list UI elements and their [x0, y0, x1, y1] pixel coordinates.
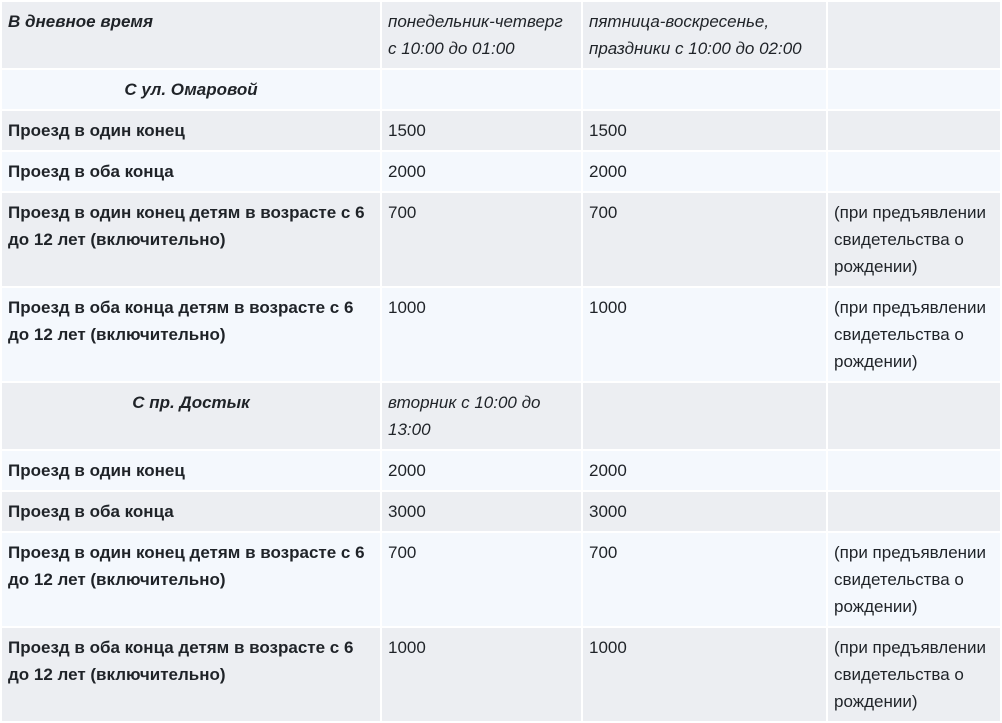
row-weekday-price: 2000 — [381, 450, 582, 491]
row-weekend-price: 1000 — [582, 627, 827, 722]
table-cell — [827, 382, 1001, 450]
row-label: Проезд в оба конца детям в возрасте с 6 до 12 лет (включительно) — [1, 287, 381, 382]
row-weekend-price: 2000 — [582, 151, 827, 192]
table-row — [1, 450, 1001, 491]
row-note: (при предъявлении свидетельства о рождении) — [827, 192, 1001, 287]
row-note: (при предъявлении свидетельства о рождении) — [827, 627, 1001, 722]
row-note — [827, 450, 1001, 491]
section-header-row — [1, 69, 1001, 110]
row-weekend-price: 2000 — [582, 450, 827, 491]
table-header-row — [1, 1, 1001, 69]
table-row — [1, 110, 1001, 151]
row-weekday-price: 1000 — [381, 627, 582, 722]
row-note: (при предъявлении свидетельства о рождении) — [827, 532, 1001, 627]
row-weekend-price: 1500 — [582, 110, 827, 151]
row-weekday-price: 2000 — [381, 151, 582, 192]
table-row — [1, 192, 1001, 287]
row-note — [827, 110, 1001, 151]
table-row — [1, 287, 1001, 382]
header-note — [827, 1, 1001, 69]
row-weekday-price: 3000 — [381, 491, 582, 532]
section-header-row — [1, 382, 1001, 450]
table-row — [1, 532, 1001, 627]
header-label: В дневное время — [1, 1, 381, 69]
row-weekday-price: 700 — [381, 532, 582, 627]
table-row — [1, 491, 1001, 532]
row-label: Проезд в один конец — [1, 110, 381, 151]
row-label: Проезд в один конец — [1, 450, 381, 491]
row-weekend-price: 700 — [582, 192, 827, 287]
row-weekday-price: 700 — [381, 192, 582, 287]
row-weekend-price: 3000 — [582, 491, 827, 532]
row-weekday-price: 1500 — [381, 110, 582, 151]
row-note — [827, 151, 1001, 192]
row-label: Проезд в оба конца — [1, 491, 381, 532]
section-title: С ул. Омаровой — [1, 69, 381, 110]
row-weekday-price: 1000 — [381, 287, 582, 382]
row-label: Проезд в один конец детям в возрасте с 6 до 12 лет (включительно) — [1, 192, 381, 287]
table-cell — [827, 69, 1001, 110]
section-schedule-note: вторник с 10:00 до 13:00 — [381, 382, 582, 450]
header-weekday: понедельник-четверг с 10:00 до 01:00 — [381, 1, 582, 69]
row-note — [827, 491, 1001, 532]
table-cell — [582, 382, 827, 450]
table-row — [1, 627, 1001, 722]
table-row — [1, 151, 1001, 192]
row-label: Проезд в оба конца — [1, 151, 381, 192]
section-schedule-note — [381, 69, 582, 110]
table-cell — [582, 69, 827, 110]
header-weekend: пятница-воскресенье, праздники с 10:00 до 02:00 — [582, 1, 827, 69]
section-title: С пр. Достык — [1, 382, 381, 450]
row-note: (при предъявлении свидетельства о рождении) — [827, 287, 1001, 382]
row-weekend-price: 700 — [582, 532, 827, 627]
row-label: Проезд в оба конца детям в возрасте с 6 до 12 лет (включительно) — [1, 627, 381, 722]
row-label: Проезд в один конец детям в возрасте с 6 до 12 лет (включительно) — [1, 532, 381, 627]
row-weekend-price: 1000 — [582, 287, 827, 382]
